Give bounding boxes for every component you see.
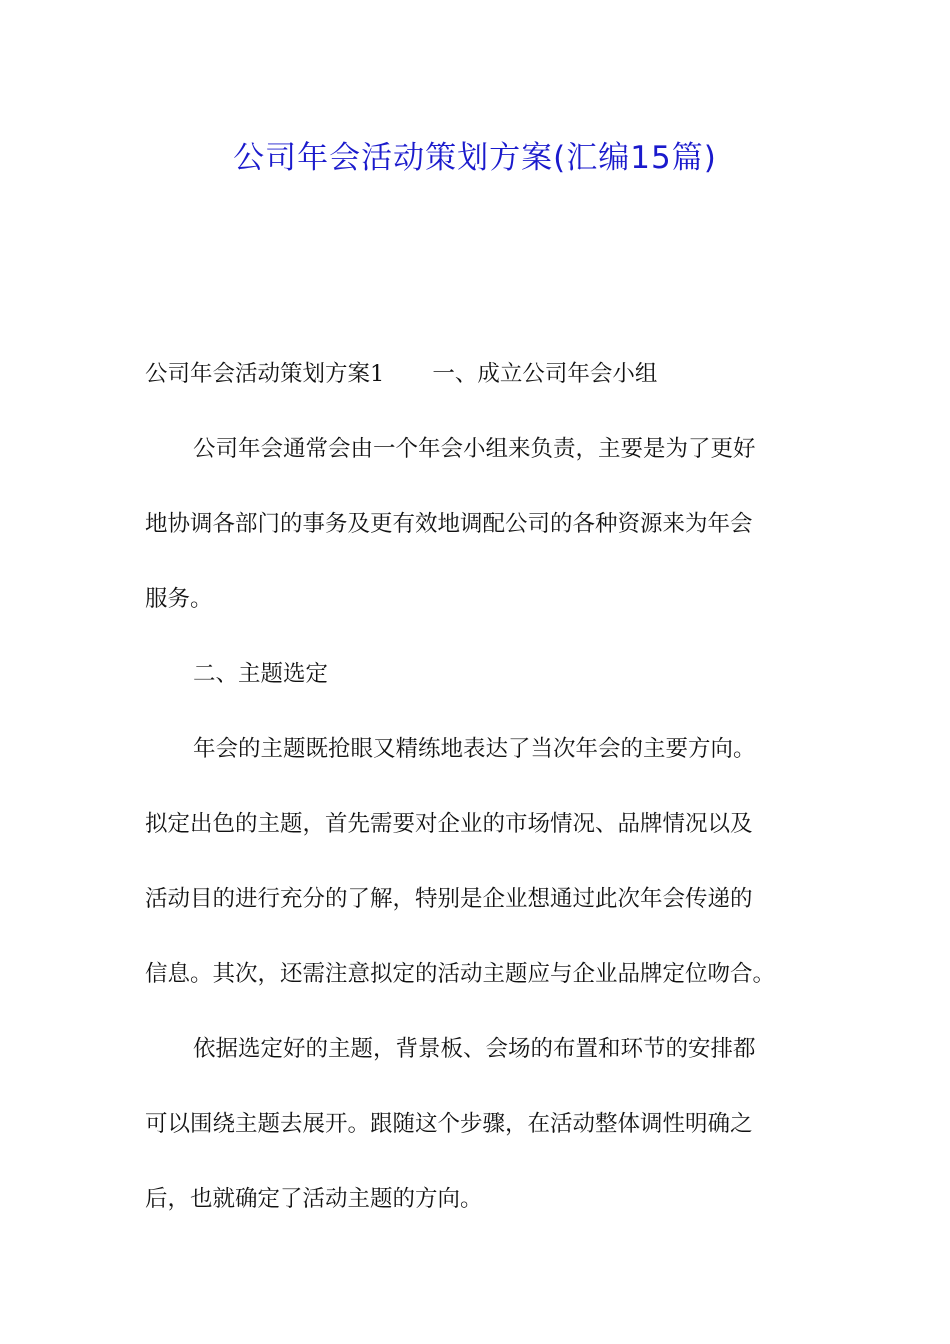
paragraph-line: 拟定出色的主题，首先需要对企业的市场情况、品牌情况以及 [145, 811, 753, 837]
paragraph-line: 依据选定好的主题，背景板、会场的布置和环节的安排都 [193, 1036, 756, 1062]
paragraph-line: 地协调各部门的事务及更有效地调配公司的各种资源来为年会 [145, 511, 753, 537]
paragraph-line: 年会的主题既抢眼又精练地表达了当次年会的主要方向。 [193, 736, 756, 762]
paragraph-line: 信息。其次，还需注意拟定的活动主题应与企业品牌定位吻合。 [145, 961, 776, 987]
paragraph-line: 服务。 [145, 586, 213, 612]
section-heading-line [145, 337, 805, 412]
section-2-heading: 二、主题选定 [193, 661, 329, 687]
paragraph-line: 公司年会通常会由一个年会小组来负责，主要是为了更好 [193, 436, 756, 462]
document-title: 公司年会活动策划方案(汇编15篇) [233, 140, 717, 176]
document-body [145, 337, 805, 1237]
paragraph-line: 活动目的进行充分的了解，特别是企业想通过此次年会传递的 [145, 886, 753, 912]
paragraph-line: 可以围绕主题去展开。跟随这个步骤，在活动整体调性明确之 [145, 1111, 753, 1137]
paragraph-line: 后，也就确定了活动主题的方向。 [145, 1186, 483, 1212]
section-1-heading: 一、成立公司年会小组 [432, 361, 658, 387]
plan-heading: 公司年会活动策划方案1 [145, 361, 385, 387]
